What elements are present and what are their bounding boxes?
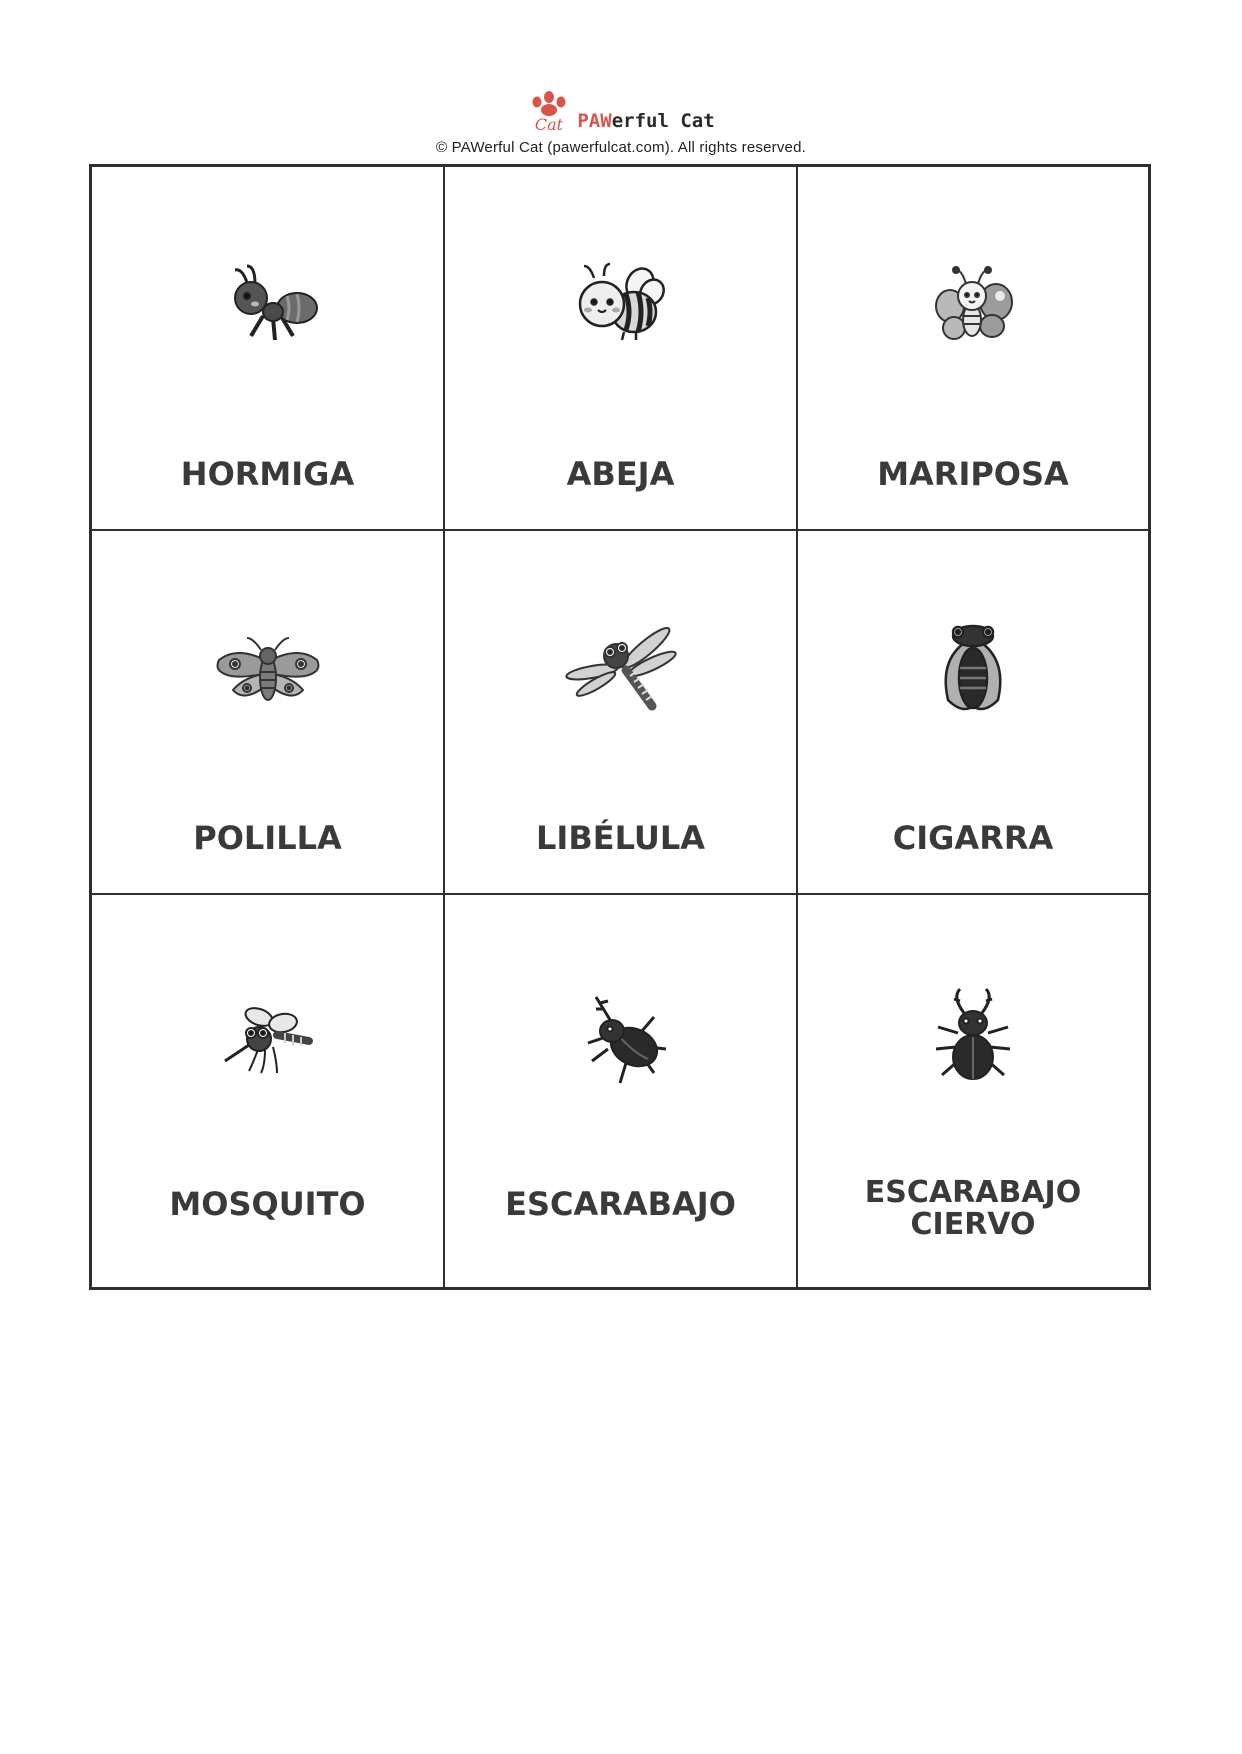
card-escarabajo — [445, 895, 798, 1287]
card-hormiga — [92, 167, 445, 531]
card-libelula — [445, 531, 798, 895]
paw-logo-icon — [527, 88, 571, 134]
brand-name — [577, 112, 714, 134]
card-mariposa — [798, 167, 1148, 531]
card-label: ABEJA — [566, 455, 675, 493]
stag-beetle-icon — [908, 987, 1038, 1097]
moth-icon — [203, 616, 333, 726]
brand-name-prefix: PAW — [577, 110, 612, 132]
card-label: MARIPOSA — [877, 455, 1069, 493]
cicada-icon — [908, 616, 1038, 726]
card-mosquito — [92, 895, 445, 1287]
card-label: MOSQUITO — [169, 1185, 366, 1223]
card-label — [798, 1177, 1148, 1242]
card-label: HORMIGA — [180, 455, 355, 493]
svg-text:Cat: Cat — [535, 115, 564, 134]
flashcard-grid — [89, 164, 1151, 1290]
bee-icon — [556, 252, 686, 362]
ant-icon — [203, 252, 333, 362]
dragonfly-icon — [556, 616, 686, 726]
card-polilla — [92, 531, 445, 895]
card-label: CIGARRA — [892, 819, 1054, 857]
card-label: LIBÉLULA — [536, 819, 705, 857]
butterfly-icon — [908, 252, 1038, 362]
card-label-line-1: ESCARABAJO — [864, 1175, 1082, 1210]
card-label: POLILLA — [193, 819, 342, 857]
rhinoceros-beetle-icon — [556, 987, 686, 1097]
card-cigarra — [798, 531, 1148, 895]
copyright-notice: © PAWerful Cat (pawerfulcat.com). All rights reserved. — [435, 139, 807, 156]
brand-logo — [0, 86, 1242, 134]
page-header — [0, 86, 1242, 156]
card-escarabajo-ciervo — [798, 895, 1148, 1287]
card-label: ESCARABAJO — [505, 1185, 736, 1223]
card-label-line-2: CIERVO — [910, 1207, 1036, 1243]
brand-name-suffix: erful Cat — [611, 110, 715, 132]
card-abeja — [445, 167, 798, 531]
mosquito-icon — [203, 987, 333, 1097]
